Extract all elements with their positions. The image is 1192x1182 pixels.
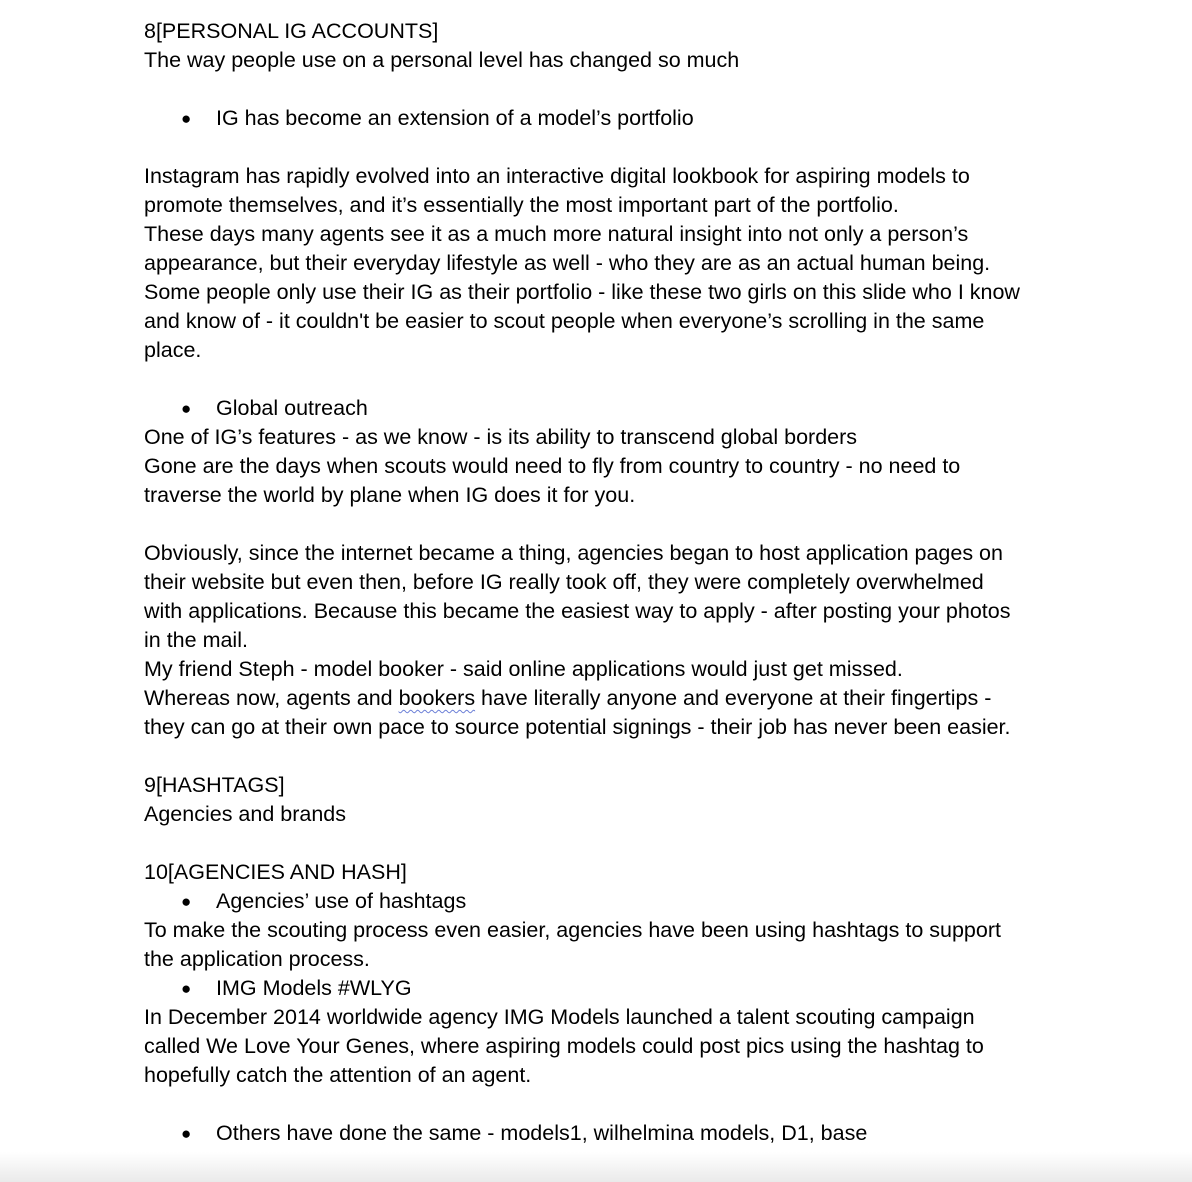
section-9-heading: 9[HASHTAGS] [144,773,285,797]
bullet-text: IG has become an extension of a model’s portfolio [216,106,694,130]
paragraph-line: Instagram has rapidly evolved into an interactive digital lookbook for aspiring models to [144,164,970,188]
bullet-text: Global outreach [216,396,368,420]
paragraph-line: In December 2014 worldwide agency IMG Models launched a talent scouting campaign [144,1005,975,1029]
paragraph-line: place. [144,338,202,362]
section-10-heading: 10[AGENCIES AND HASH] [144,860,407,884]
page-edge-shadow [0,1152,1192,1182]
bullet-icon: ● [181,109,192,128]
paragraph-line: in the mail. [144,628,248,652]
paragraph-line: appearance, but their everyday lifestyle as well - who they are as an actual human being. [144,251,991,275]
paragraph-line: their website but even then, before IG really took off, they were completely overwhelmed [144,570,984,594]
paragraph-line: traverse the world by plane when IG does it for you. [144,483,636,507]
blank-line [144,133,1154,162]
section-9-text: Agencies and brands [144,802,347,826]
section-8-intro: The way people use on a personal level has changed so much [144,48,740,72]
blank-line [144,829,1154,858]
blank-line [144,1090,1154,1119]
paragraph-line: One of IG’s features - as we know - is its ability to transcend global borders [144,425,858,449]
bullet-text: IMG Models #WLYG [216,976,412,1000]
bullet-item [144,394,1154,423]
paragraph-line: hopefully catch the attention of an agent. [144,1063,532,1087]
bullet-icon: ● [181,979,192,998]
section-8-heading: 8[PERSONAL IG ACCOUNTS] [144,19,439,43]
paragraph-line: and know of - it couldn't be easier to scout people when everyone’s scrolling in the same [144,309,985,333]
paragraph-line: with applications. Because this became the easiest way to apply - after posting your photos [144,599,1011,623]
bullet-item [144,1119,1154,1148]
paragraph-line: My friend Steph - model booker - said online applications would just get missed. [144,657,903,681]
paragraph-line: To make the scouting process even easier, agencies have been using hashtags to support [144,918,1001,942]
blank-line [144,510,1154,539]
bullet-item [144,104,1154,133]
bullet-icon: ● [181,892,192,911]
bullet-icon: ● [181,1124,192,1143]
paragraph-line [144,684,1154,713]
paragraph-line: These days many agents see it as a much more natural insight into not only a person’s [144,222,969,246]
paragraph-line: Gone are the days when scouts would need to fly from country to country - no need to [144,454,961,478]
spellcheck-flagged-word[interactable]: bookers [398,686,476,710]
bullet-text: Others have done the same - models1, wilhelmina models, D1, base [216,1121,868,1145]
paragraph-line: called We Love Your Genes, where aspiring models could post pics using the hashtag to [144,1034,984,1058]
blank-line [144,742,1154,771]
paragraph-line: Obviously, since the internet became a thing, agencies began to host application pages on [144,541,1003,565]
paragraph-line: they can go at their own pace to source potential signings - their job has never been easier. [144,715,1011,739]
bullet-text: Agencies’ use of hashtags [216,889,467,913]
blank-line [144,75,1154,104]
paragraph-line: Some people only use their IG as their portfolio - like these two girls on this slide who I know [144,280,1020,304]
text-run: have literally anyone and everyone at their fingertips - [475,686,992,710]
bullet-item [144,887,1154,916]
bullet-item [144,974,1154,1003]
paragraph-line: the application process. [144,947,370,971]
bullet-icon: ● [181,399,192,418]
blank-line [144,365,1154,394]
paragraph-line: promote themselves, and it’s essentially the most important part of the portfolio. [144,193,899,217]
document-body[interactable] [144,17,1154,1148]
text-run: Whereas now, agents and [144,686,399,710]
